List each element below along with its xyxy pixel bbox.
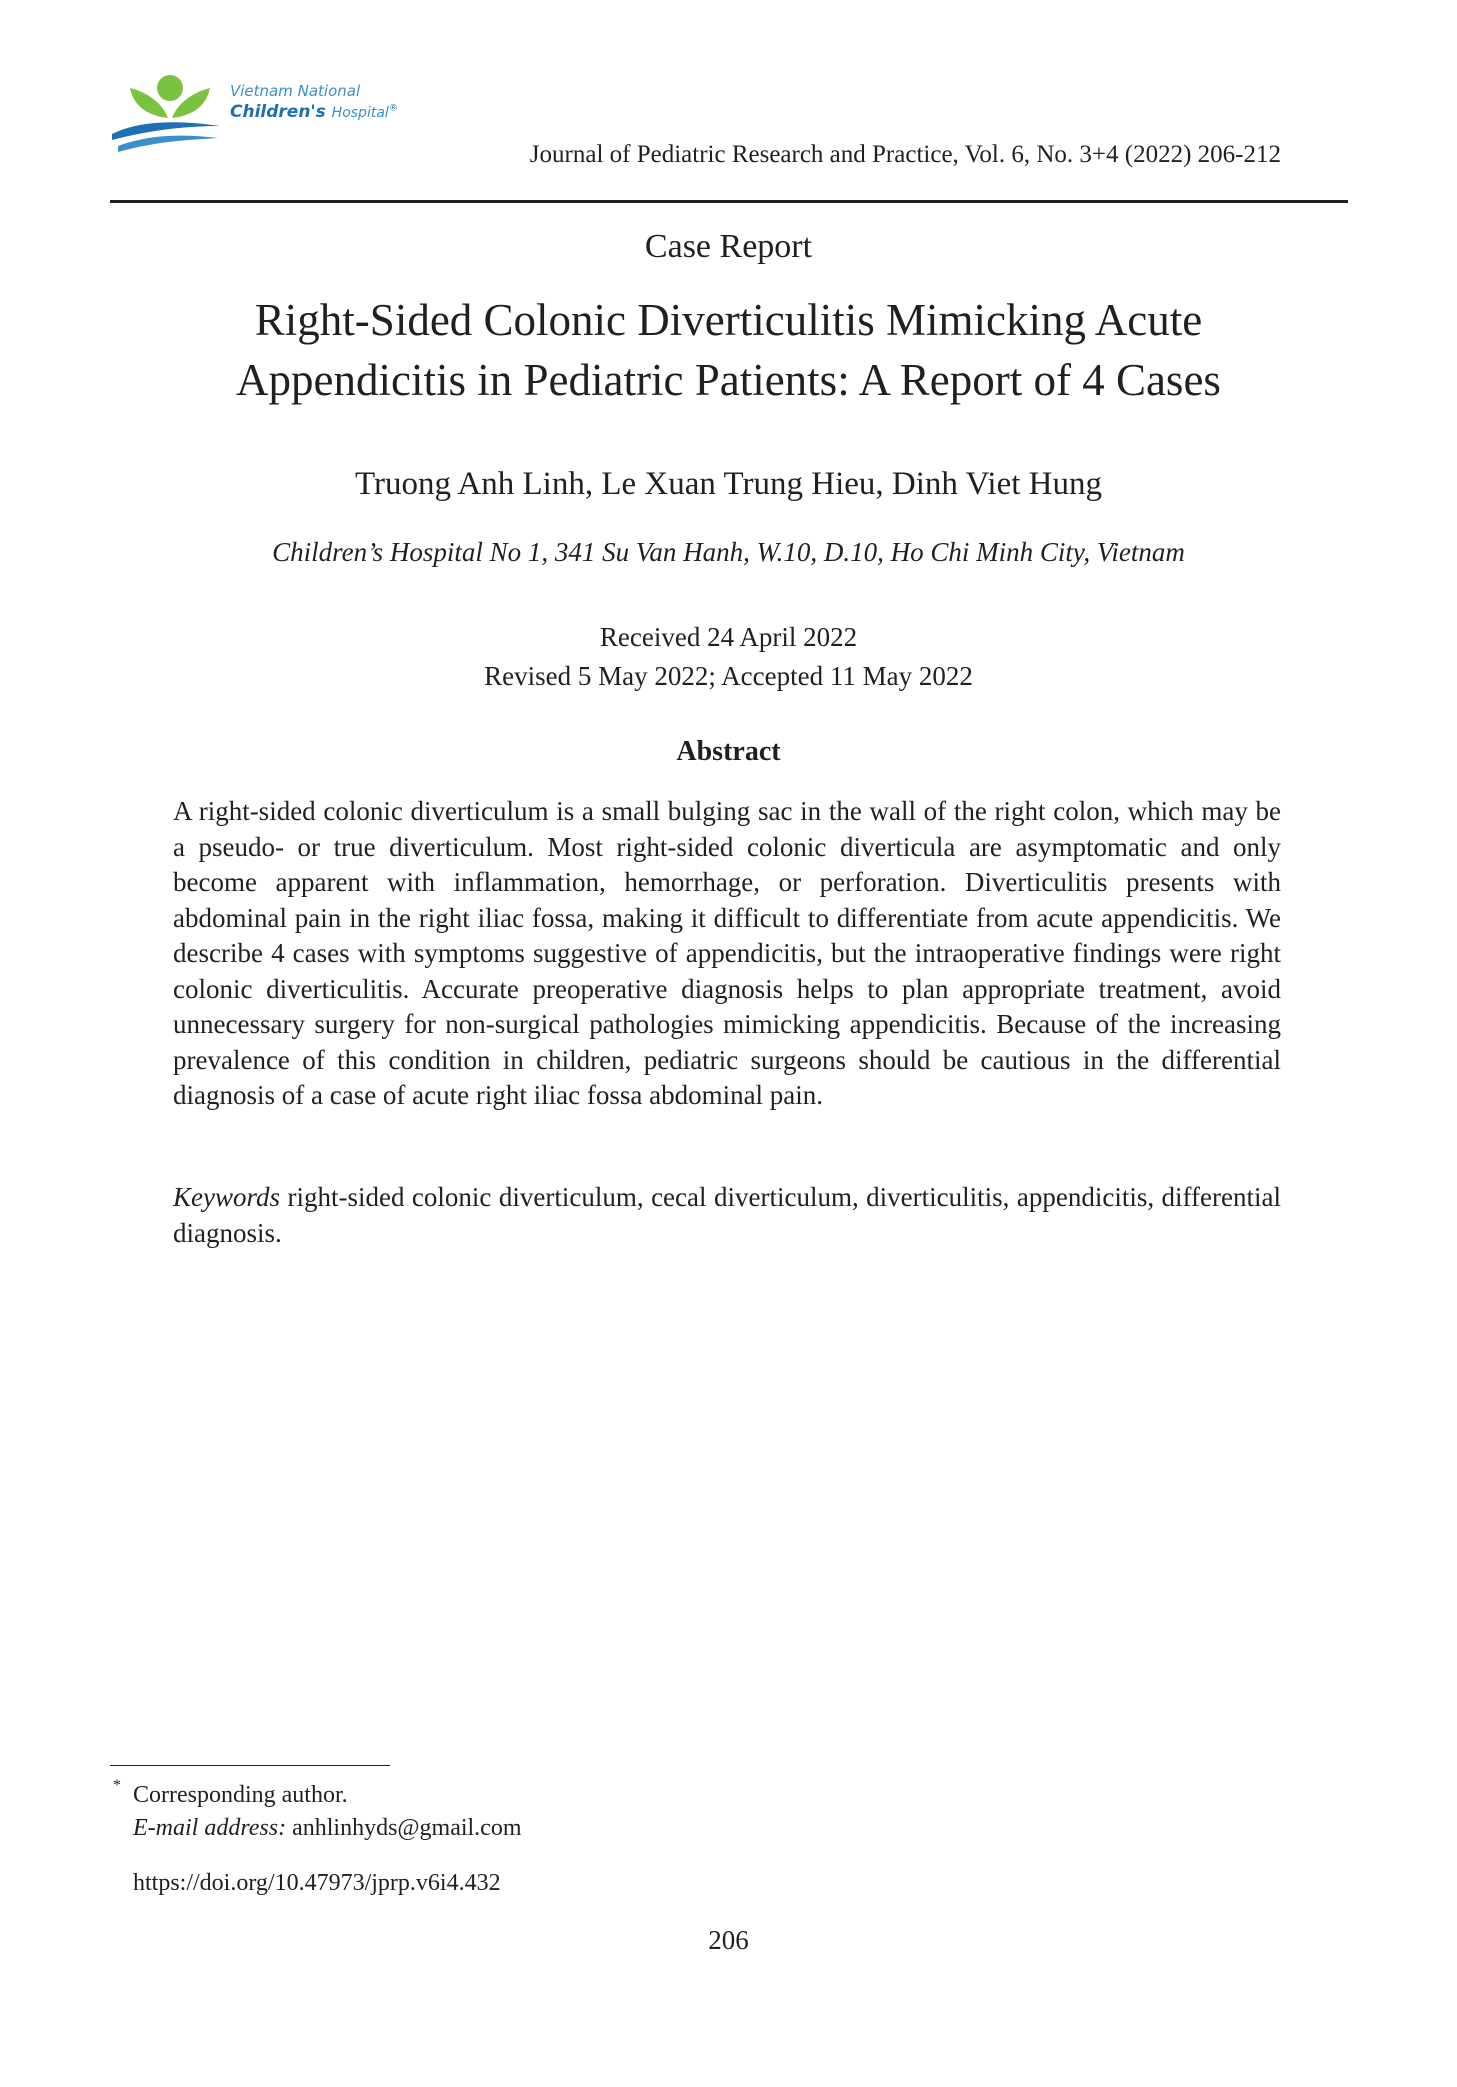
page-number: 206 (708, 1925, 749, 1955)
footnote-divider (110, 1765, 390, 1766)
keywords-text: right-sided colonic diverticulum, cecal diverticulum, diverticulitis, appendicitis, differential diagnosis. (173, 1182, 1281, 1248)
logo-text-small: Hospital (331, 105, 389, 121)
abstract-heading: Abstract (676, 736, 781, 767)
title-line-1: Right-Sided Colonic Diverticulitis Mimicking Acute (254, 295, 1203, 345)
registered-mark: ® (388, 103, 398, 114)
received-date: Received 24 April 2022 (599, 622, 858, 652)
journal-citation: Journal of Pediatric Research and Practice, Vol. 6, No. 3+4 (2022) 206-212 (529, 141, 1281, 168)
footnote-corresponding: Corresponding author. (133, 1782, 348, 1808)
hospital-logo (110, 68, 430, 158)
footnote-email (133, 1815, 522, 1842)
email-address-link[interactable]: anhlinhyds@gmail.com (286, 1815, 522, 1841)
article-type: Case Report (644, 228, 813, 265)
title-line-2: Appendicitis in Pediatric Patients: A Report of 4 Cases (236, 355, 1221, 405)
keywords-paragraph (173, 1180, 1281, 1251)
hospital-logo-icon (110, 68, 222, 158)
logo-text-line2 (230, 102, 398, 122)
author-list: Truong Anh Linh, Le Xuan Trung Hieu, Dinh Viet Hung (355, 466, 1102, 502)
revised-accepted-dates: Revised 5 May 2022; Accepted 11 May 2022 (484, 661, 973, 691)
author-affiliation: Children’s Hospital No 1, 341 Su Van Hanh, W.10, D.10, Ho Chi Minh City, Vietnam (272, 537, 1185, 567)
header-divider (110, 200, 1348, 203)
logo-text-line1: Vietnam National (230, 82, 361, 100)
email-label: E-mail address: (133, 1815, 287, 1841)
keywords-label: Keywords (173, 1182, 280, 1212)
abstract-body: A right-sided colonic diverticulum is a small bulging sac in the wall of the right colon, which may be a pseudo- or true diverticulum. Most right-sided colonic diverticula are asymptomatic and only become apparent with inflammation, hemorrhage, or perforation. Diverticulitis presents with abdominal pain in the right iliac fossa, making it difficult to differentiate from acute appendicitis. We describe 4 cases with symptoms suggestive of appendicitis, but the intraoperative findings were right colonic diverticulitis. Accurate preoperative diagnosis helps to plan appropriate treatment, avoid unnecessary surgery for non-surgical pathologies mimicking appendicitis. Because of the increasing prevalence of this condition in children, pediatric surgeons should be cautious in the differential diagnosis of a case of acute right iliac fossa abdominal pain. (173, 796, 1281, 1110)
footnote-marker: * (113, 1777, 121, 1794)
article-title (0, 290, 1457, 410)
logo-text-main: Children's (230, 102, 326, 122)
doi-link[interactable]: https://doi.org/10.47973/jprp.v6i4.432 (133, 1870, 501, 1896)
